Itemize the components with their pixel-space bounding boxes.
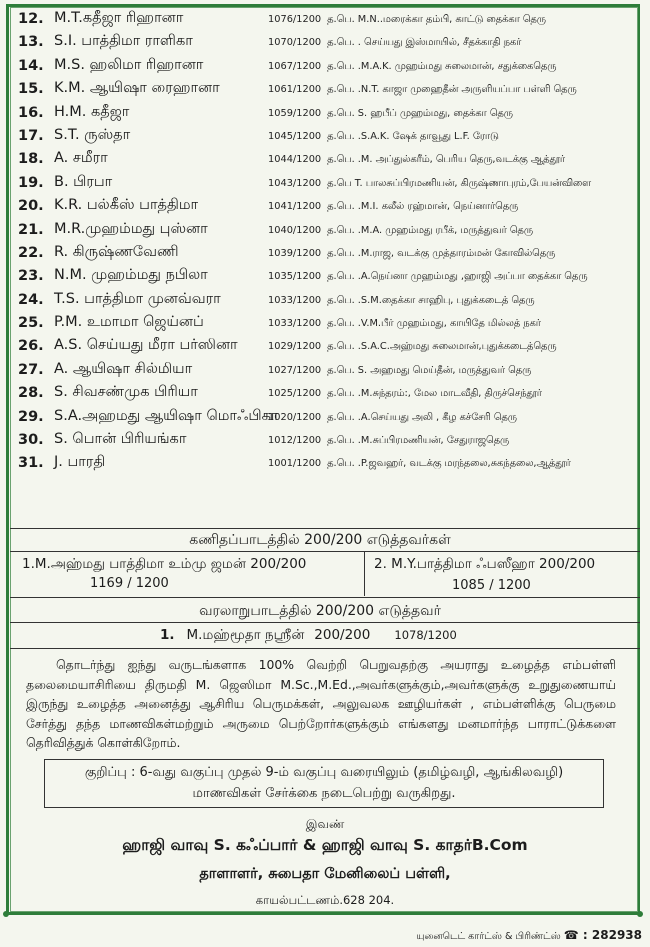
student-detail [268,84,577,96]
student-parent-address: த.பெ. .M.I. கலீல் ரஹ்மான், நெய்னார்தெரு [327,201,519,213]
student-parent-address: த.பெ. .M.சுப்பிரமணியன், சேதுராஜதெரு [327,435,510,447]
student-score: 1040/1200 [268,224,322,236]
student-parent-address: த.பெ. S. ஹபீப் முஹம்மது, தைக்கா தெரு [327,107,513,119]
student-row [18,127,630,150]
student-number: 20. [18,198,44,215]
student-name: S.I. பாத்திமா ராளிகா [54,33,193,50]
student-parent-address: த.பெ. S. அஹமது மெய்தீன், மருத்துவர் தெரு [327,364,532,376]
student-score: 1070/1200 [268,37,322,49]
student-row [18,33,630,56]
student-name: A. சமீரா [54,150,108,167]
student-detail [268,341,557,353]
student-name: J. பாரதி [54,454,106,471]
maths-topper-2: 2. M.Y.பாத்திமா ஃபஸீஹா 200/200 [374,556,596,572]
maths-topper-1: 1.M.அஹ்மது பாத்திமா உம்மு ஜமன் 200/200 [22,556,307,572]
maths-topper-1-total: 1169 / 1200 [90,576,169,591]
student-name: M.R.முஹம்மது புஸ்னா [54,220,208,237]
student-parent-address: த.பெ. .M.A.K. முஹம்மது சுலைமான், சதுக்கைதெரு [327,60,557,72]
divider [10,528,640,529]
student-score: 1059/1200 [268,107,322,119]
student-number: 21. [18,221,44,238]
history-entry-score: 200/200 [314,627,371,643]
student-detail [268,61,556,73]
student-row [18,431,630,454]
student-score: 1027/1200 [268,364,322,376]
divider [10,597,640,598]
student-name: H.M. கதீஜா [54,103,130,120]
student-score: 1025/1200 [268,388,322,400]
signature-address: காயல்பட்டணம்.628 204. [255,893,395,907]
student-number: 13. [18,34,44,51]
student-detail [268,201,518,213]
student-detail [268,271,587,283]
printer-name: யுனைடெட் கார்ட்ஸ் & பிரிண்ட்ஸ் [416,931,561,942]
student-parent-address: த.பெ. .M.ராஜ, வடக்கு முத்தாரம்மன் கோவில்தெரு [327,247,556,259]
student-number: 29. [18,408,44,425]
student-detail [268,458,571,470]
student-detail [268,412,517,424]
student-number: 28. [18,385,44,402]
student-detail [268,178,591,190]
student-number: 27. [18,361,44,378]
student-number: 14. [18,57,44,74]
student-detail [268,435,509,447]
student-name: P.M. உமாமா ஜெய்னப் [54,314,204,331]
student-name: M.T.கதீஜா ரிஹானா [54,10,184,26]
student-name: A. ஆயிஷா சில்மியா [54,360,193,377]
student-parent-address: த.பெ. .S.M.தைக்கா சாஹிபு, புதுக்கடைத் தெரு [327,294,535,306]
student-detail [268,37,521,49]
student-parent-address: த.பெ T. பாலசுப்பிரமணியன், கிருஷ்ணாபுரம்,பேயன்விளை [327,177,591,189]
student-parent-address: த.பெ. .M.சுந்தரம்:, மேல மாடவீதி, திருச்செந்தூர் [327,388,542,400]
student-name: S.T. ருஸ்தா [54,126,131,143]
student-parent-address: த.பெ. .M.A. முஹம்மது ரபீக், மருத்துவர் தெரு [327,224,533,236]
divider [10,551,640,552]
student-detail [268,318,541,330]
student-row [18,57,630,80]
student-number: 15. [18,81,44,98]
student-detail [268,248,555,260]
student-score: 1033/1200 [268,318,322,330]
student-detail [268,14,546,26]
student-parent-address: த.பெ. .S.A.K. ஷேக் தாவூது L.F. ரோடு [327,130,499,142]
student-score: 1041/1200 [268,201,322,213]
admission-note [44,759,604,808]
student-parent-address: த.பெ. .V.M.பீர் முஹம்மது, காயிதே மில்லத் நகர் [327,318,541,330]
student-row [18,10,630,33]
history-entry-total: 1078/1200 [394,628,457,642]
student-name: K.M. ஆயிஷா ரைஹானா [54,80,220,97]
student-name: S.A.அஹமது ஆயிஷா மொஃபிகா [54,407,279,424]
corner-dot-icon [3,911,9,917]
printer-phone: ☎ : 282938 [563,928,642,942]
student-row [18,174,630,197]
student-row [18,291,630,314]
student-name: A.S. செய்யது மீரா பர்ஸினா [54,337,238,354]
student-number: 17. [18,127,44,144]
student-parent-address: த.பெ. M.N..மரைக்கா தம்பி, காட்டு தைக்கா தெரு [327,14,546,25]
maths-topper-2-total: 1085 / 1200 [452,578,531,593]
divider [10,648,640,649]
signature-ivan: இவண் [305,817,345,831]
student-name: N.M. முஹம்மது நபிலா [54,267,208,284]
divider [364,551,365,596]
student-name: M.S. ஹலிமா ரிஹானா [54,56,204,73]
student-name: T.S. பாத்திமா முனவ்வரா [54,290,221,307]
student-number: 19. [18,174,44,191]
student-number: 25. [18,315,44,332]
student-score: 1067/1200 [268,60,322,72]
student-number: 16. [18,104,44,121]
history-title: வரலாறுபாடத்தில் 200/200 எடுத்தவர் [199,603,441,619]
student-score: 1045/1200 [268,130,322,142]
student-parent-address: த.பெ. . செய்யது இஸ்மாயில், சீதக்காதி நகர் [327,37,522,49]
student-row [18,150,630,173]
student-parent-address: த.பெ. .N.T. காஜா முஹைதீன் அருளியப்பா பள்ளி தெரு [327,84,577,96]
student-detail [268,225,533,237]
corner-dot-icon [637,911,643,917]
student-detail [268,388,542,400]
student-row [18,337,630,360]
history-entry-name: M.மஹ்மூதா நஸ்ரீன் [186,627,305,643]
student-row [18,408,630,431]
thanks-paragraph: தொடர்ந்து ஐந்து வருடங்களாக 100% வெற்றி பெறுவதற்கு அயராது உழைத்த எம்பள்ளி தலைமையாசிரியை திருமதி M. ஜெஸிமா M.Sc.,M.Ed.,அவர்களுக்கும்,அவர்களுக்கு உறுதுணையாய் இருந்து உழைத்த அனைத்து ஆசிரிய பெருமக்கள், அலுவலக ஊழியர்கள் , எம்பள்ளிக்கு பெருமை சேர்த்து தந்த மாணவிகள்மற்றும் அருமை பெற்றோர்களுக்கும் எங்களது மனமார்ந்த பாராட்டுக்களை தெரிவித்துக் கொள்கிறோம். [26,657,616,751]
student-row [18,314,630,337]
student-row [18,244,630,267]
student-number: 31. [18,455,44,472]
student-detail [268,131,499,143]
student-list [18,10,630,478]
student-parent-address: த.பெ. .M. அப்துல்கரீம், பெரிய தெரு,வடக்கு ஆத்தூர் [327,154,565,166]
student-score: 1029/1200 [268,341,322,353]
student-name: R. கிருஷ்ணவேணி [54,243,179,260]
student-parent-address: த.பெ. .A.செய்யது அலி , கீழ கச்சேரி தெரு [327,411,517,423]
student-name: K.R. பல்கீஸ் பாத்திமா [54,197,199,214]
student-row [18,361,630,384]
divider [10,622,640,623]
student-score: 1033/1200 [268,294,322,306]
student-row [18,104,630,127]
student-parent-address: த.பெ. .A.நெய்னா முஹம்மது ,ஹாஜி அப்பா தைக்கா தெரு [327,271,588,283]
student-row [18,267,630,290]
student-name: S. சிவசண்முக பிரியா [54,384,198,401]
student-score: 1044/1200 [268,154,322,166]
student-row [18,454,630,477]
student-number: 24. [18,291,44,308]
student-number: 26. [18,338,44,355]
student-score: 1012/1200 [268,435,322,447]
signature-role: தாளாளர், சுபைதா மேனிலைப் பள்ளி, [199,866,451,882]
student-name: B. பிரபா [54,173,113,190]
student-parent-address: த.பெ. .P.ஜவஹர், வடக்கு மரந்தலை,சுகந்தலை,ஆத்தூர் [327,458,571,470]
note-line-1: குறிப்பு : 6-வது வகுப்பு முதல் 9-ம் வகுப்பு வரையிலும் (தமிழ்வழி, ஆங்கிலவழி) [84,765,564,780]
student-score: 1076/1200 [268,14,322,25]
student-score: 1001/1200 [268,458,322,470]
student-row [18,384,630,407]
student-detail [268,365,531,377]
student-number: 30. [18,432,44,449]
student-row [18,221,630,244]
student-score: 1039/1200 [268,247,322,259]
history-entry-no: 1. [160,627,175,643]
student-name: S. பொன் பிரியங்கா [54,431,187,448]
student-score: 1020/1200 [268,411,322,423]
student-score: 1061/1200 [268,84,322,96]
student-detail [268,154,565,166]
history-topper [160,627,457,645]
signature-names: ஹாஜி வாவு S. கஃப்பார் & ஹாஜி வாவு S. காதர்B.Com [122,836,528,854]
maths-title: கணிதப்பாடத்தில் 200/200 எடுத்தவர்கள் [189,532,451,548]
student-detail [268,108,513,120]
student-row [18,80,630,103]
student-parent-address: த.பெ. .S.A.C.அஹ்மது சுலைமான்,புதுக்கடைத்தெரு [327,341,557,353]
student-number: 23. [18,268,44,285]
student-score: 1043/1200 [268,177,322,189]
student-score: 1035/1200 [268,271,322,283]
note-line-2: மாணவிகள் சேர்க்கை நடைபெற்று வருகிறது. [192,786,456,801]
student-number: 22. [18,244,44,261]
student-number: 12. [18,11,44,27]
student-detail [268,295,535,307]
student-number: 18. [18,151,44,168]
printer-footer [416,928,642,943]
student-row [18,197,630,220]
